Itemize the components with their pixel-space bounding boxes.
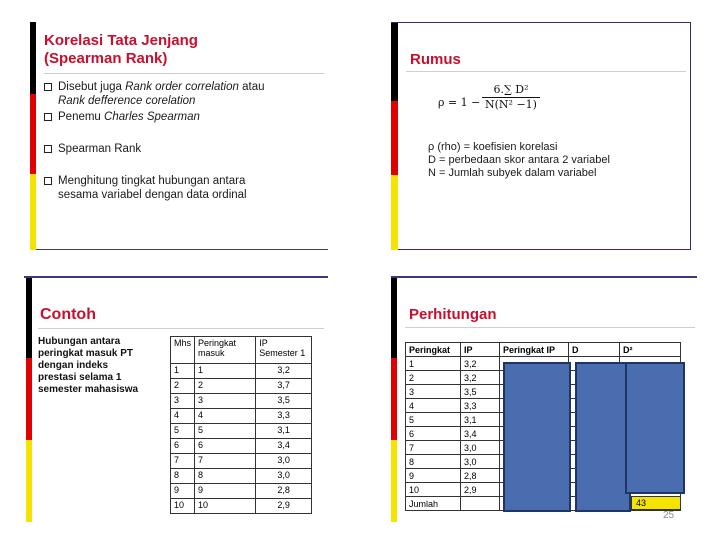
slide1-title-line1: Korelasi Tata Jenjang <box>44 32 198 49</box>
definitions <box>428 141 610 180</box>
description-line: semester mahasiswa <box>38 384 139 395</box>
stripe-black <box>26 278 32 358</box>
cell-peringkat: 7 <box>406 441 461 455</box>
cell-mhs: 6 <box>171 439 195 454</box>
cell-mhs: 9 <box>171 484 195 499</box>
cell-ip: 3,7 <box>256 379 312 394</box>
header-ip-semester: IP Semester 1 <box>256 337 312 364</box>
stripe-yellow <box>30 174 36 250</box>
title-rule <box>406 71 686 72</box>
cell-ip: 2,8 <box>461 469 500 483</box>
definition-d: D = perbedaan skor antara 2 variabel <box>428 154 610 166</box>
description-line: dengan indeks <box>38 360 109 371</box>
cell-peringkat: 8 <box>406 455 461 469</box>
cell-mhs: 3 <box>171 394 195 409</box>
bullet-item: Spearman Rank <box>44 142 326 156</box>
hidden-column-cover <box>503 362 571 512</box>
cell-ip: 3,4 <box>461 427 500 441</box>
cell-ip: 3,5 <box>461 385 500 399</box>
cell-peringkat-masuk: 2 <box>195 379 256 394</box>
formula-fraction <box>482 83 540 111</box>
stripe-black <box>391 23 398 101</box>
cell-peringkat-masuk: 7 <box>195 454 256 469</box>
cell-ip: 3,4 <box>256 439 312 454</box>
table-row <box>171 379 312 394</box>
table-row <box>171 439 312 454</box>
stripe-red <box>391 101 398 175</box>
cell-mhs: 8 <box>171 469 195 484</box>
slide1-bullets <box>44 80 326 202</box>
cell-ip: 3,3 <box>461 399 500 413</box>
cell-peringkat-masuk: 8 <box>195 469 256 484</box>
cell-peringkat-masuk: 3 <box>195 394 256 409</box>
cell-peringkat-masuk: 1 <box>195 364 256 379</box>
slide1-title-line2: (Spearman Rank) <box>44 50 168 67</box>
slide-rumus <box>391 22 691 250</box>
cell-ip: 3,3 <box>256 409 312 424</box>
header-mhs: Mhs <box>171 337 195 364</box>
cell-peringkat: 3 <box>406 385 461 399</box>
cell-ip: 3,2 <box>461 357 500 371</box>
stripe-yellow <box>391 440 397 522</box>
cell-peringkat-masuk: 6 <box>195 439 256 454</box>
cell-mhs: 2 <box>171 379 195 394</box>
hidden-column-cover <box>575 362 631 512</box>
bullet-square-icon <box>44 145 52 153</box>
header-ip: IP <box>461 343 500 357</box>
total-d-squared: 43 <box>631 496 681 510</box>
title-rule <box>38 328 324 329</box>
cell-mhs: 7 <box>171 454 195 469</box>
bullet-item: Penemu Charles Spearman <box>44 110 326 124</box>
cell-ip: 3,0 <box>461 455 500 469</box>
stripe-red <box>30 94 36 174</box>
description-line: Hubungan antara <box>38 336 121 347</box>
cell-ip: 3,1 <box>256 424 312 439</box>
cell-peringkat: 10 <box>406 483 461 497</box>
cell-ip: 2,8 <box>256 484 312 499</box>
table-row <box>171 469 312 484</box>
example-description <box>38 336 138 396</box>
cell-peringkat-masuk: 5 <box>195 424 256 439</box>
stripe-black <box>30 22 36 94</box>
definition-rho: ρ (rho) = koefisien korelasi <box>428 141 558 153</box>
stripe-red <box>391 358 397 440</box>
bullet-square-icon <box>44 83 52 91</box>
formula-numerator: 6.∑ D² <box>482 83 540 98</box>
cell-peringkat: 1 <box>406 357 461 371</box>
table-row <box>171 409 312 424</box>
description-line: peringkat masuk PT <box>38 348 134 359</box>
slide1-title <box>44 32 198 68</box>
cell-peringkat: 4 <box>406 399 461 413</box>
cell-ip: 3,0 <box>461 441 500 455</box>
cell-ip: 3,1 <box>461 413 500 427</box>
table-row <box>171 394 312 409</box>
header-peringkat-ip: Peringkat IP <box>500 343 569 357</box>
table-row <box>171 454 312 469</box>
stripe-black <box>391 278 397 358</box>
header-d-squared: D² <box>620 343 681 357</box>
page-number: 25 <box>663 510 675 521</box>
description-line: prestasi selama 1 <box>38 372 122 383</box>
cell-peringkat: 5 <box>406 413 461 427</box>
header-d: D <box>569 343 620 357</box>
cell-mhs: 4 <box>171 409 195 424</box>
cell-hidden <box>461 497 500 511</box>
slide4-title: Perhitungan <box>409 306 497 323</box>
example-table <box>170 336 312 514</box>
cell-ip: 3,2 <box>461 371 500 385</box>
cell-mhs: 1 <box>171 364 195 379</box>
cell-peringkat: 2 <box>406 371 461 385</box>
stripe-red <box>26 358 32 440</box>
stripe-yellow <box>391 175 398 250</box>
cell-peringkat-masuk: 9 <box>195 484 256 499</box>
bullet-item: Menghitung tingkat hubungan antara sesama variabel dengan data ordinal <box>44 174 326 202</box>
formula-lhs: ρ = 1 − <box>438 96 481 109</box>
title-rule <box>44 73 324 74</box>
table-row <box>171 499 312 514</box>
slide-korelasi <box>30 22 328 250</box>
cell-peringkat: 6 <box>406 427 461 441</box>
formula-denominator: N(N² −1) <box>485 98 537 111</box>
cell-peringkat: 9 <box>406 469 461 483</box>
hidden-column-cover <box>625 362 685 494</box>
total-label: Jumlah <box>406 497 461 511</box>
slide-contoh <box>24 276 328 520</box>
cell-mhs: 5 <box>171 424 195 439</box>
header-peringkat-masuk: Peringkat masuk <box>195 337 256 364</box>
table-row <box>171 364 312 379</box>
bullet-square-icon <box>44 113 52 121</box>
cell-ip: 3,0 <box>256 469 312 484</box>
cell-peringkat-masuk: 10 <box>195 499 256 514</box>
table-header-row <box>406 343 681 357</box>
title-rule <box>405 327 695 328</box>
table-header-row <box>171 337 312 364</box>
cell-peringkat-masuk: 4 <box>195 409 256 424</box>
cell-ip: 3,0 <box>256 454 312 469</box>
slide-perhitungan <box>391 276 697 520</box>
table-row <box>171 484 312 499</box>
definition-n: N = Jumlah subyek dalam variabel <box>428 167 597 179</box>
bullet-item: Disebut juga Rank order correlation atau Rank defference corelation <box>44 80 326 108</box>
cell-mhs: 10 <box>171 499 195 514</box>
cell-ip: 3,2 <box>256 364 312 379</box>
cell-ip: 3,5 <box>256 394 312 409</box>
bullet-square-icon <box>44 177 52 185</box>
slide2-title: Rumus <box>410 51 461 68</box>
header-peringkat: Peringkat <box>406 343 461 357</box>
table-row <box>171 424 312 439</box>
stripe-yellow <box>26 440 32 522</box>
cell-ip: 2,9 <box>461 483 500 497</box>
cell-ip: 2,9 <box>256 499 312 514</box>
slide3-title: Contoh <box>40 306 96 323</box>
